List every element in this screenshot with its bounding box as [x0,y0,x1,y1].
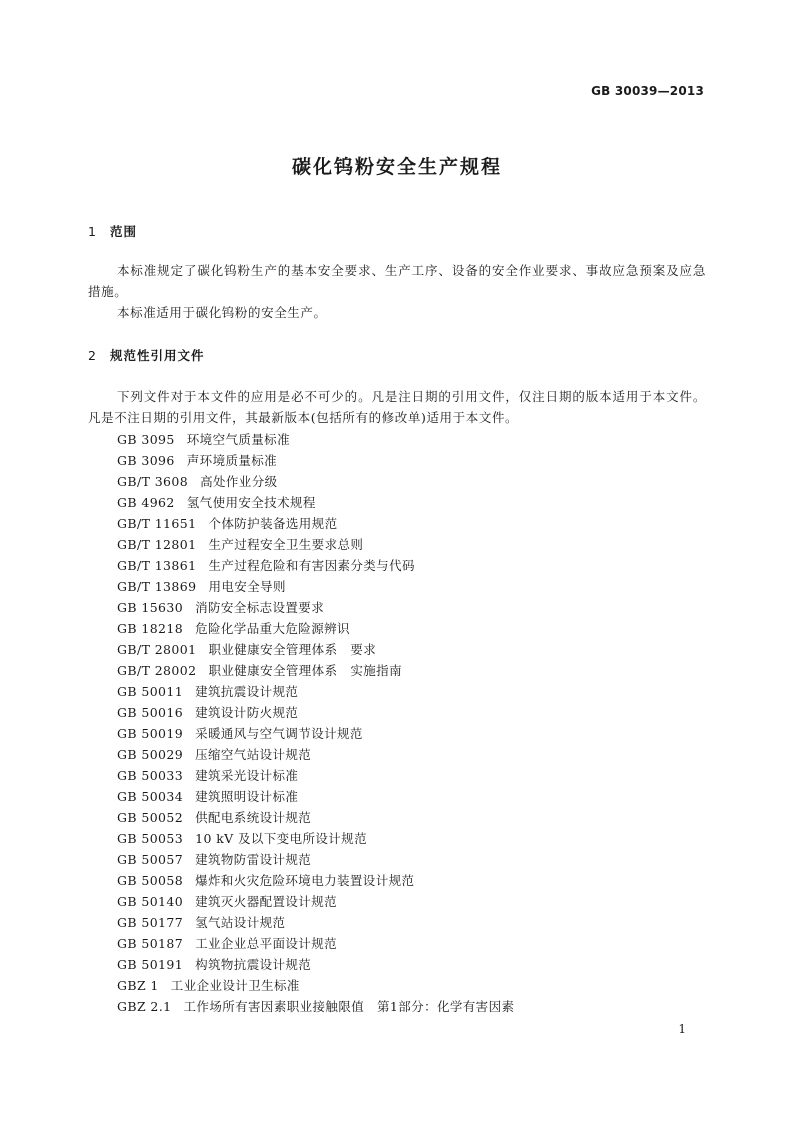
reference-item [117,471,514,492]
section-number: 2 [88,348,97,363]
reference-code: GB 4962 [117,495,175,510]
reference-item [117,954,514,975]
section-2-heading [88,346,205,364]
reference-code: GB/T 13869 [117,579,197,594]
reference-code: GB 50011 [117,684,184,699]
reference-title: 建筑采光设计标准 [195,768,299,783]
reference-code: GB/T 12801 [117,537,197,552]
reference-code: GB 50058 [117,873,184,888]
reference-title: 采暖通风与空气调节设计规范 [195,726,363,741]
reference-title: 工业企业总平面设计规范 [195,936,338,951]
reference-title: 氢气使用安全技术规程 [186,495,316,510]
reference-code: GB 50034 [117,789,184,804]
reference-item [117,597,514,618]
reference-item [117,891,514,912]
reference-code: GB 3096 [117,453,175,468]
reference-title: 建筑灭火器配置设计规范 [195,894,338,909]
section-title: 规范性引用文件 [110,348,205,363]
reference-title: 消防安全标志设置要求 [195,600,325,615]
reference-item [117,996,514,1017]
references-intro: 下列文件对于本文件的应用是必不可少的。凡是注日期的引用文件，仅注日期的版本适用于本文件。凡是不注日期的引用文件，其最新版本(包括所有的修改单)适用于本文件。 [88,389,706,425]
reference-code: GB 50016 [117,705,184,720]
reference-item [117,429,514,450]
reference-item [117,744,514,765]
reference-title: 供配电系统设计规范 [195,810,312,825]
reference-code: GBZ 1 [117,978,159,993]
standard-code: GB 30039—2013 [591,84,704,98]
section-1-heading [88,222,137,240]
reference-title: 个体防护装备选用规范 [208,516,338,531]
reference-code: GB 15630 [117,600,184,615]
reference-title: 建筑设计防火规范 [195,705,299,720]
section-number: 1 [88,224,97,239]
reference-title: 职业健康安全管理体系 实施指南 [208,663,402,678]
reference-item [117,933,514,954]
reference-item [117,912,514,933]
reference-title: 工业企业设计卫生标准 [170,978,300,993]
reference-title: 爆炸和火灾危险环境电力装置设计规范 [195,873,415,888]
reference-code: GB 50187 [117,936,184,951]
reference-list [117,429,514,1017]
reference-title: 高处作业分级 [200,474,278,489]
scope-paragraph-2: 本标准适用于碳化钨粉的安全生产。 [117,305,327,320]
reference-title: 危险化学品重大危险源辨识 [195,621,350,636]
reference-item [117,576,514,597]
reference-title: 工作场所有害因素职业接触限值 第1部分：化学有害因素 [183,999,515,1014]
reference-item [117,534,514,555]
reference-code: GB 50019 [117,726,184,741]
reference-title: 环境空气质量标准 [186,432,290,447]
reference-title: 构筑物抗震设计规范 [195,957,312,972]
scope-paragraph-1: 本标准规定了碳化钨粉生产的基本安全要求、生产工序、设备的安全作业要求、事故应急预案及应急措施。 [88,263,706,299]
reference-item [117,639,514,660]
reference-title: 生产过程安全卫生要求总则 [208,537,364,552]
reference-code: GB 50033 [117,768,184,783]
reference-item [117,786,514,807]
reference-title: 氢气站设计规范 [195,915,286,930]
reference-code: GB 18218 [117,621,184,636]
reference-code: GBZ 2.1 [117,999,172,1014]
section-title: 范围 [110,224,138,239]
reference-title: 用电安全导则 [208,579,286,594]
reference-title: 声环境质量标准 [186,453,278,468]
reference-code: GB/T 28002 [117,663,197,678]
reference-code: GB 50177 [117,915,184,930]
reference-code: GB 50191 [117,957,184,972]
reference-item [117,618,514,639]
reference-item [117,807,514,828]
reference-item [117,849,514,870]
reference-item [117,828,514,849]
reference-code: GB 3095 [117,432,175,447]
page-number: 1 [678,1022,686,1036]
reference-title: 压缩空气站设计规范 [195,747,312,762]
reference-item [117,513,514,534]
reference-title: 职业健康安全管理体系 要求 [208,642,377,657]
reference-title: 建筑抗震设计规范 [195,684,299,699]
reference-code: GB 50029 [117,747,184,762]
reference-code: GB 50140 [117,894,184,909]
reference-code: GB/T 13861 [117,558,197,573]
document-title: 碳化钨粉安全生产规程 [291,156,502,178]
reference-item [117,765,514,786]
reference-item [117,681,514,702]
reference-title: 建筑物防雷设计规范 [195,852,312,867]
reference-item [117,723,514,744]
reference-item [117,702,514,723]
reference-code: GB/T 11651 [117,516,197,531]
reference-code: GB 50057 [117,852,184,867]
reference-code: GB 50053 [117,831,184,846]
reference-title: 生产过程危险和有害因素分类与代码 [208,558,415,573]
reference-item [117,975,514,996]
reference-title: 10 kV 及以下变电所设计规范 [195,831,367,846]
reference-title: 建筑照明设计标准 [195,789,299,804]
reference-code: GB/T 3608 [117,474,189,489]
reference-code: GB 50052 [117,810,184,825]
reference-item [117,492,514,513]
reference-item [117,450,514,471]
reference-code: GB/T 28001 [117,642,197,657]
reference-item [117,870,514,891]
reference-item [117,660,514,681]
reference-item [117,555,514,576]
